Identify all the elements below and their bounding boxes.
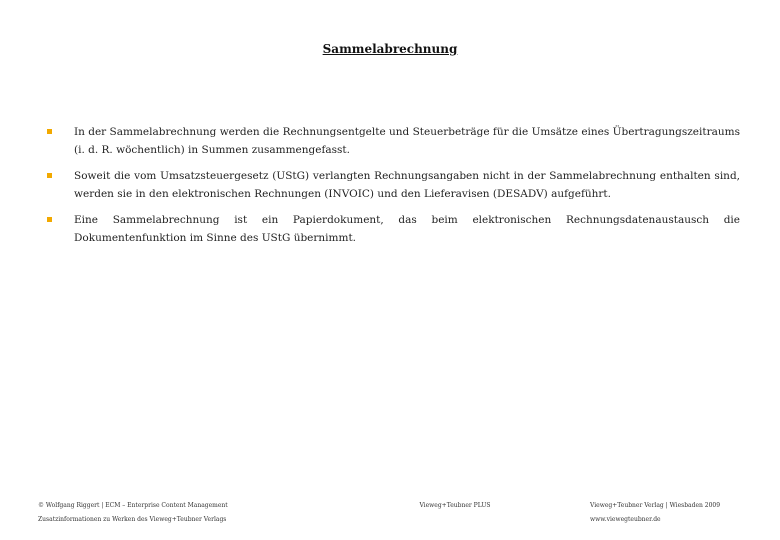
list-item	[40, 123, 740, 159]
footer-copyright	[38, 499, 298, 527]
footer-center	[405, 499, 505, 513]
footer-brand: Vieweg+Teubner PLUS	[419, 502, 491, 509]
footer-publisher	[590, 499, 750, 527]
square-bullet-icon	[47, 217, 52, 222]
bullet-list	[40, 123, 740, 255]
footer-publisher-line: Vieweg+Teubner Verlag | Wiesbaden 2009	[590, 502, 721, 509]
list-item	[40, 211, 740, 247]
bullet-text: In der Sammelabrechnung werden die Rechnungsentgelte und Steuerbeträge für die Umsätze eines Übertragungszeitraums (i. d. R. wöchentlich) in Summen zusammengefasst.	[74, 126, 740, 156]
footer-info-line: Zusatzinformationen zu Werken des Vieweg+Teubner Verlags	[38, 516, 227, 523]
bullet-text: Eine Sammelabrechnung ist ein Papierdokument, das beim elektronischen Rechnungsdatenaustausch die Dokumentenfunktion im Sinne des UStG übernimmt.	[74, 214, 740, 244]
footer-website[interactable]: www.viewegteubner.de	[590, 516, 661, 523]
page-title: Sammelabrechnung	[322, 42, 458, 56]
square-bullet-icon	[47, 173, 52, 178]
footer-copyright-line: © Wolfgang Riggert | ECM – Enterprise Content Management	[38, 502, 228, 509]
square-bullet-icon	[47, 129, 52, 134]
list-item	[40, 167, 740, 203]
bullet-text: Soweit die vom Umsatzsteuergesetz (UStG) verlangten Rechnungsangaben nicht in der Sammelabrechnung enthalten sind, werden sie in den elektronischen Rechnungen (INVOIC) und den Lieferavisen (DESADV) aufgeführt.	[74, 170, 740, 200]
